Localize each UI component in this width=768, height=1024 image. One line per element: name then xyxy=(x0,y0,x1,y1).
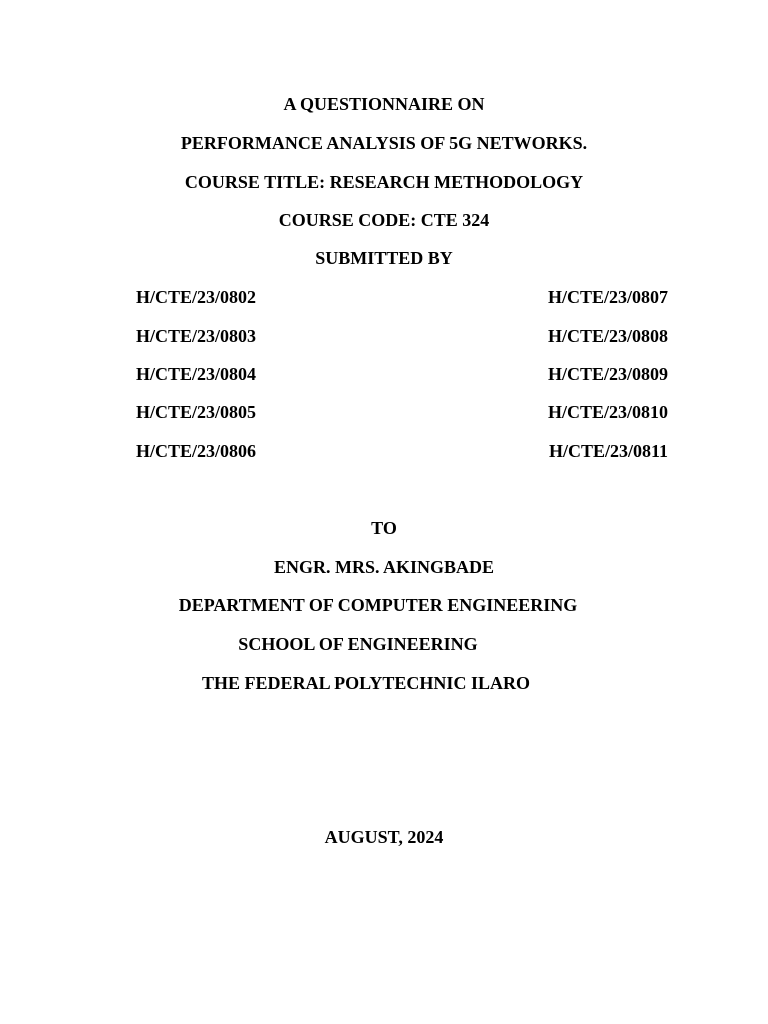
student-id-left: H/CTE/23/0804 xyxy=(136,364,257,384)
title-line-1: A QUESTIONNAIRE ON xyxy=(283,94,485,114)
institution-name: THE FEDERAL POLYTECHNIC ILARO xyxy=(202,673,530,693)
department-name: DEPARTMENT OF COMPUTER ENGINEERING xyxy=(178,595,578,615)
student-id-left: H/CTE/23/0806 xyxy=(136,441,257,461)
student-id-right: H/CTE/23/0811 xyxy=(548,441,668,461)
recipient-name: ENGR. MRS. AKINGBADE xyxy=(273,557,495,577)
student-id-right: H/CTE/23/0808 xyxy=(547,326,668,346)
title-line-2: PERFORMANCE ANALYSIS OF 5G NETWORKS. xyxy=(180,133,588,153)
course-title: COURSE TITLE: RESEARCH METHODOLOGY xyxy=(184,172,584,192)
submitted-by-heading: SUBMITTED BY xyxy=(315,248,453,268)
student-id-left: H/CTE/23/0802 xyxy=(136,287,257,307)
student-id-right: H/CTE/23/0809 xyxy=(547,364,668,384)
student-id-left: H/CTE/23/0805 xyxy=(136,402,257,422)
course-code: COURSE CODE: CTE 324 xyxy=(278,210,490,230)
student-id-right: H/CTE/23/0810 xyxy=(547,402,668,422)
submission-date: AUGUST, 2024 xyxy=(324,827,444,847)
to-label: TO xyxy=(371,518,397,538)
student-id-right: H/CTE/23/0807 xyxy=(547,287,668,307)
student-id-left: H/CTE/23/0803 xyxy=(136,326,257,346)
school-name: SCHOOL OF ENGINEERING xyxy=(238,634,478,654)
